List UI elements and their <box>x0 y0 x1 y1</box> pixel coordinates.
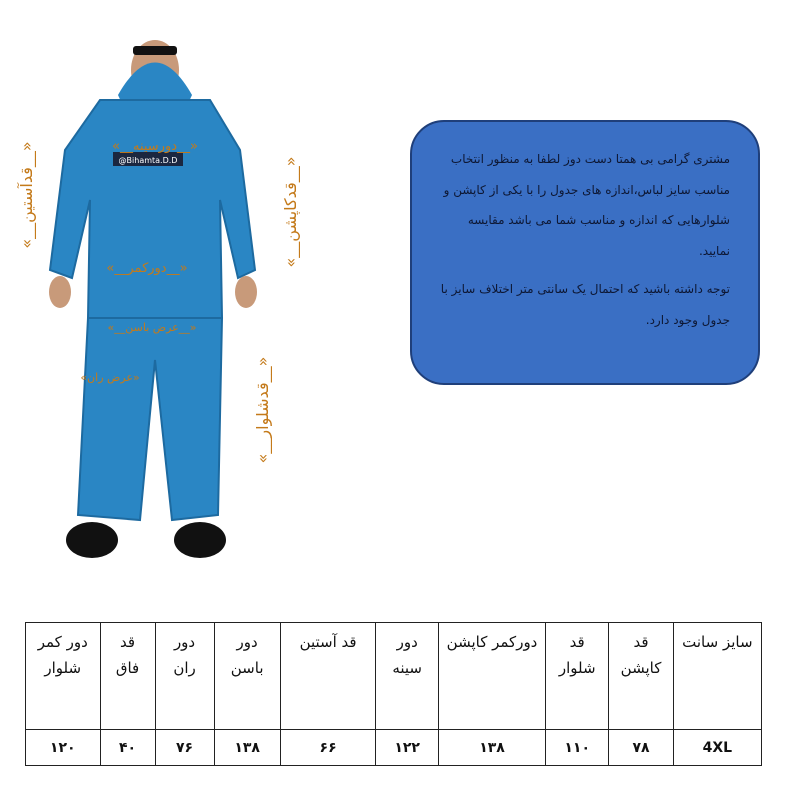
label-chest: «__دورسینه__» <box>112 139 198 154</box>
model-right-hand <box>235 276 257 308</box>
label-sleeve: «__قدآستین__» <box>17 141 36 249</box>
cell-jacket-length: ۷۸ <box>609 730 673 766</box>
jacket-badge-text: @Bihamta.D.D <box>118 156 178 165</box>
size-table <box>25 622 762 766</box>
cell-pants-length: ۱۱۰ <box>546 730 609 766</box>
cell-jacket-waist: ۱۳۸ <box>438 730 545 766</box>
sunglasses <box>133 46 177 55</box>
note-paragraph-2: توجه داشته باشید که احتمال یک سانتی متر اختلاف سایز با جدول وجود دارد. <box>440 282 730 327</box>
size-table-header-row <box>26 623 762 730</box>
jacket <box>50 100 255 318</box>
table-row <box>26 730 762 766</box>
model-left-hand <box>49 276 71 308</box>
cell-rise: ۴۰ <box>100 730 155 766</box>
note-paragraph-1: مشتری گرامی بی همتا دست دوز لطفا به منظور انتخاب مناسب سایز لباس،اندازه های جدول را با یکی از کاپشن و شلوارهایی که اندازه و مناسب شما می باشد مقایسه نمایید. <box>443 152 730 258</box>
cell-thigh: ۷۶ <box>155 730 214 766</box>
header-rise: قد فاق <box>100 623 155 730</box>
pants <box>78 318 222 520</box>
cell-chest: ۱۲۲ <box>376 730 439 766</box>
product-photo <box>0 0 400 600</box>
right-shoe <box>174 522 226 558</box>
header-sleeve-length: قد آستین <box>280 623 376 730</box>
size-note <box>410 120 760 385</box>
label-thigh: «عرض ران» <box>80 371 140 384</box>
label-waist: «__دورکمر__» <box>106 261 188 276</box>
cell-hip: ۱۳۸ <box>214 730 280 766</box>
label-pants-length: «__قدشلوار__» <box>253 356 272 464</box>
header-jacket-waist: دورکمر کاپشن <box>438 623 545 730</box>
cell-pants-waist: ۱۲۰ <box>26 730 101 766</box>
header-pants-length: قد شلوار <box>546 623 609 730</box>
label-jacket-length: «__قدکاپشن__» <box>281 156 300 268</box>
header-size: سایز سانت <box>673 623 761 730</box>
left-shoe <box>66 522 118 558</box>
header-pants-waist: دور کمر شلوار <box>26 623 101 730</box>
cell-size: 4XL <box>673 730 761 766</box>
header-thigh: دور ران <box>155 623 214 730</box>
header-jacket-length: قد کاپشن <box>609 623 673 730</box>
header-hip: دور باسن <box>214 623 280 730</box>
header-chest: دور سینه <box>376 623 439 730</box>
cell-sleeve-length: ۶۶ <box>280 730 376 766</box>
label-hip: «__عرض باسن__» <box>107 321 197 334</box>
